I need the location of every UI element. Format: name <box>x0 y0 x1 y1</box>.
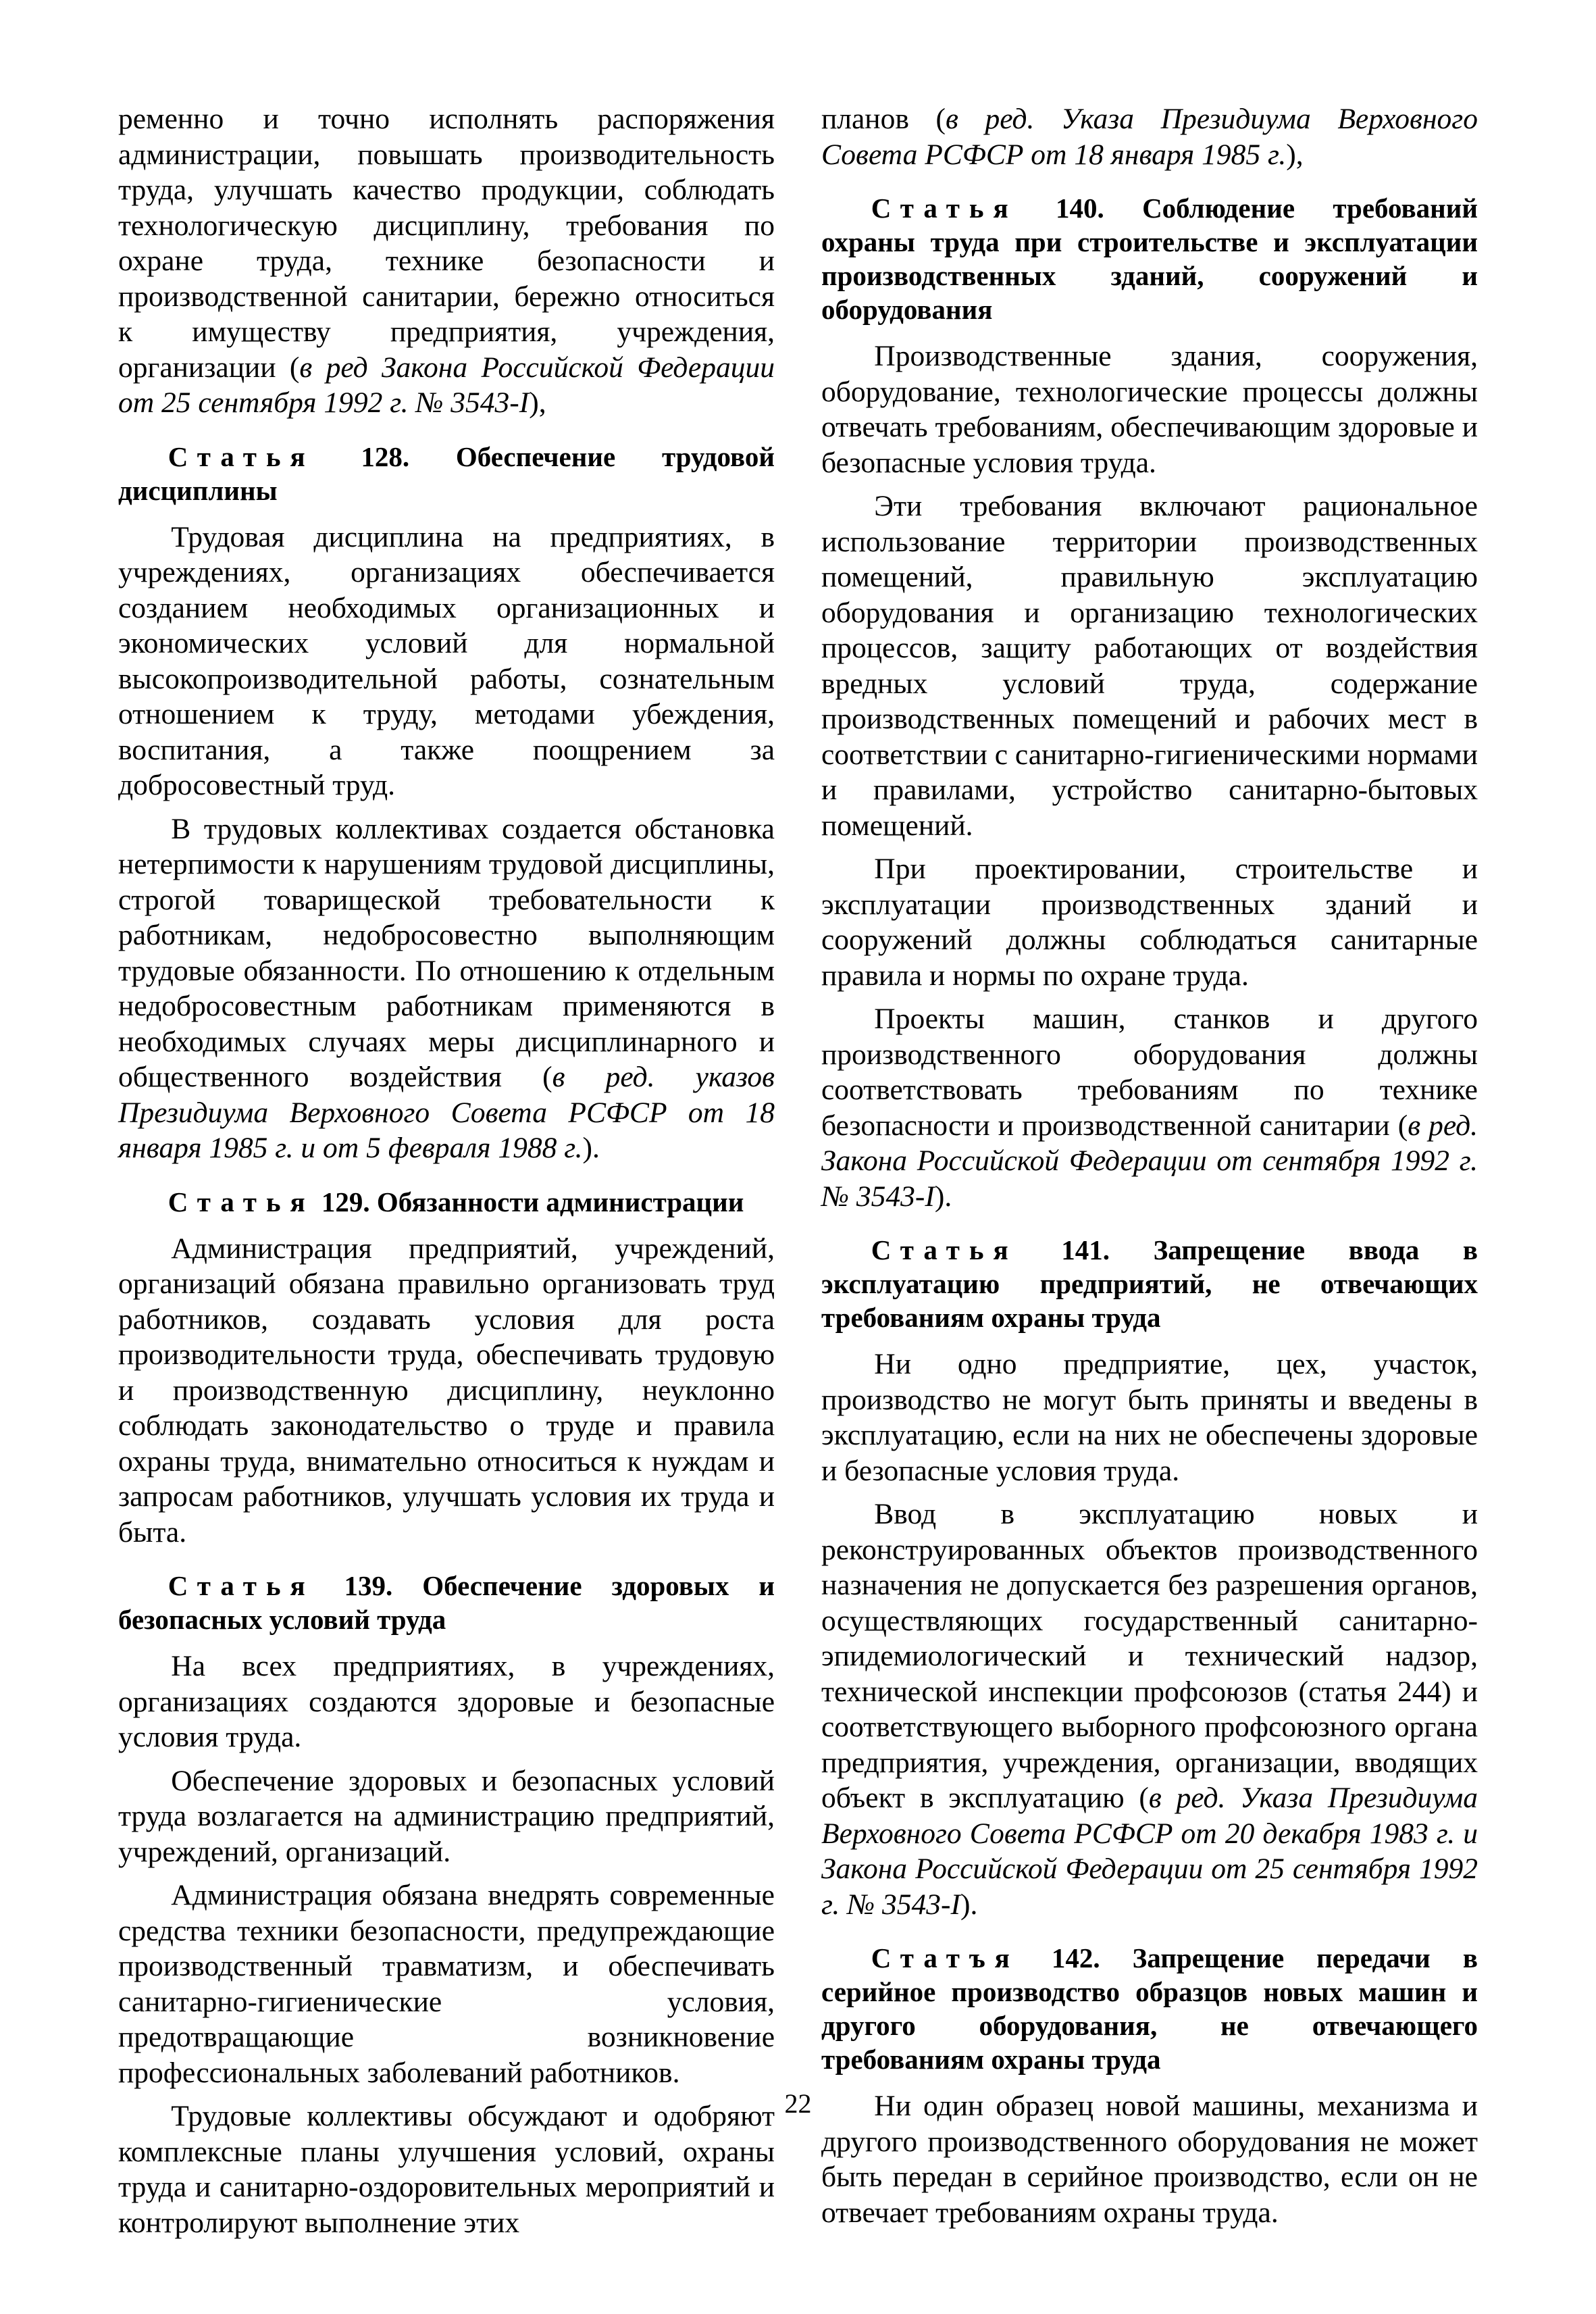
left-column <box>118 101 775 2240</box>
paragraph: Трудовая дисциплина на предприятиях, в учреждениях, организациях обеспечивается созданием необходимых организационных и экономических условий для нормальной высокопроизводительной работы, сознательным отношением к труду, методами убеждения, воспитания, а также поощрением за добросовестный труд. <box>118 520 775 801</box>
paragraph: Ввод в эксплуатацию новых и реконструированных объектов производственного назначения не допускается без разрешения органов, осуществляющих государственный санитарно-эпидемиологический и технический надзор, технической инспекции профсоюзов (статья 244) и соответствующего выборного профсоюзного органа предприятия, учреждения, организации, вводящих объект в эксплуатацию (в ред. Указа Президиума Верховного Совета РСФСР от 20 декабря 1983 г. и Закона Российской Федерации от 25 сентября 1992 г. № 3543-I). <box>821 1498 1478 1921</box>
paragraph: Администрация предприятий, учреждений, организаций обязана правильно организовать труд работников, создавать условия для роста производительности труда, обеспечивать трудовую и производственную дисциплину, неуклонно соблюдать законодательство о труде и правила охраны труда, внимательно относиться к нуждам и запросам работников, улучшать условия их труда и быта. <box>118 1232 775 1549</box>
article-heading-139: Статья 139. Обеспечение здоровых и безопасных условий труда <box>118 1570 775 1635</box>
paragraph: Ни один образец новой машины, механизма и другого производственного оборудования не может быть передан в серийное производство, если он не отвечает требованиям охраны труда. <box>821 2090 1478 2229</box>
paragraph: Трудовые коллективы обсуждают и одобряют комплексные планы улучшения условий, охраны труда и санитарно-оздоровительных мероприятий и контролируют выполнение этих <box>118 2100 775 2239</box>
article-heading-128: Статья 128. Обеспечение трудовой дисциплины <box>118 441 775 506</box>
right-column <box>821 101 1478 2230</box>
paragraph: На всех предприятиях, в учреждениях, организациях создаются здоровые и безопасные условия труда. <box>118 1650 775 1753</box>
paragraph: Администрация обязана внедрять современные средства техники безопасности, предупреждающие производственный травматизм, и обеспечивать санитарно-гигиенические условия, предотвращающие возникновение профессиональных заболеваний работников. <box>118 1879 775 2089</box>
article-heading-129: Статья 129. Обязанности администрации <box>168 1186 744 1217</box>
paragraph: Эти требования включают рациональное использование территории производственных помещений, правильную эксплуатацию оборудования и организацию технологических процессов, защиту работающих от воздействия вредных условий труда, содержание производственных помещений и рабочих мест в соответствии с санитарно-гигиеническими нормами и правилами, устройство санитарно-бытовых помещений. <box>821 490 1478 842</box>
paragraph: ременно и точно исполнять распоряжения администрации, повышать производительность труда, улучшать качество продукции, соблюдать технологическую дисциплину, требования по охране труда, технике безопасности и производственной санитарии, бережно относиться к имуществу предприятия, учреждения, организации (в ред Закона Российской Федерации от 25 сентября 1992 г. № 3543-I), <box>118 103 775 419</box>
paragraph: При проектировании, строительстве и эксплуатации производственных зданий и сооружений должны соблюдаться санитарные правила и нормы по охране труда. <box>821 853 1478 992</box>
paragraph: Ни одно предприятие, цех, участок, производство не могут быть приняты и введены в эксплуатацию, если на них не обеспечены здоровые и безопасные условия труда. <box>821 1348 1478 1487</box>
article-heading-142: Статъя 142. Запрещение передачи в серийное производство образцов новых машин и другого оборудования, не отвечающего требованиям охраны труда <box>821 1942 1478 2075</box>
paragraph: планов (в ред. Указа Президиума Верховного Совета РСФСР от 18 января 1985 г.), <box>821 103 1478 171</box>
paragraph: В трудовых коллективах создается обстановка нетерпимости к нарушениям трудовой дисциплины, строгой товарищеской требовательности к работникам, недобросовестно выполняющим трудовые обязанности. По отношению к отдельным недобросовестным работникам применяются в необходимых случаях меры дисциплинарного и общественного воздействия (в ред. указов Президиума Верховного Совета РСФСР от 18 января 1985 г. и от 5 февраля 1988 г.). <box>118 812 775 1164</box>
article-heading-140: Статья 140. Соблюдение требований охраны труда при строительстве и эксплуатации производственных зданий, сооружений и оборудования <box>821 193 1478 325</box>
article-heading-141: Статья 141. Запрещение ввода в эксплуатацию предприятий, не отвечающих требованиям охраны труда <box>821 1234 1478 1333</box>
paragraph: Проекты машин, станков и другого производственного оборудования должны соответствовать требованиям по технике безопасности и производственной санитарии (в ред. Закона Российской Федерации от сентября 1992 г. № 3543-I). <box>821 1003 1478 1213</box>
paragraph: Производственные здания, сооружения, оборудование, технологические процессы должны отвечать требованиям, обеспечивающим здоровые и безопасные условия труда. <box>821 340 1478 479</box>
paragraph: Обеспечение здоровых и безопасных условий труда возлагается на администрацию предприятий, учреждений, организаций. <box>118 1764 775 1868</box>
page-number: 22 <box>784 2088 812 2119</box>
